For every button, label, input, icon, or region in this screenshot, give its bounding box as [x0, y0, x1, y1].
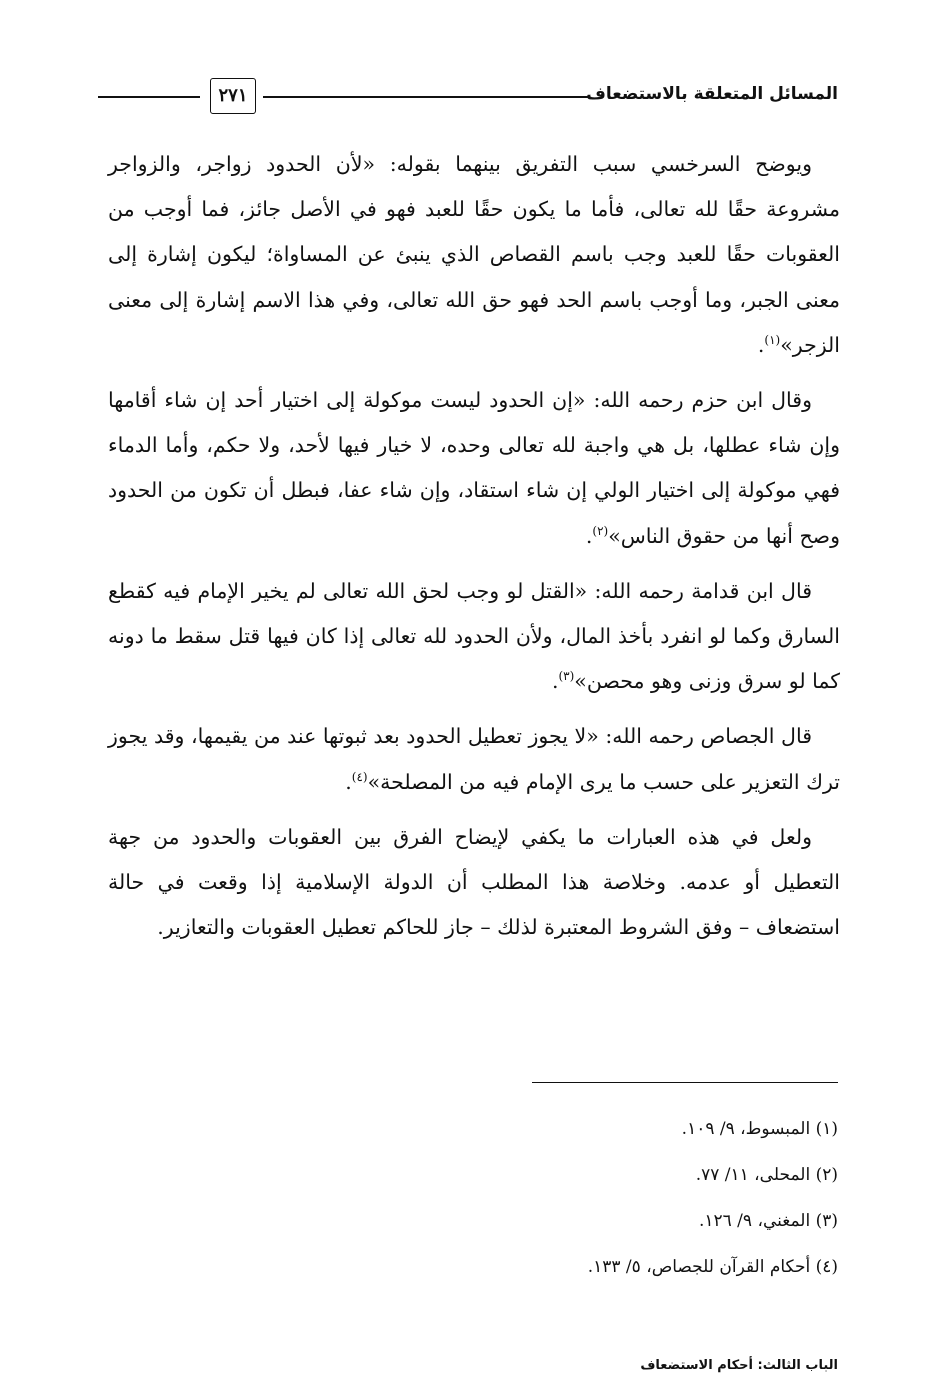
footnote: (٣) المغني، ٩/ ١٢٦. [698, 1211, 838, 1231]
page-header [98, 78, 838, 122]
footnote-ref: (١) [764, 332, 781, 347]
paragraph: قال ابن قدامة رحمه الله: «القتل لو وجب لحق الله تعالى لم يخير الإمام فيه كقطع السارق وكما لو انفرد بأخذ المال، ولأن الحدود لله تعالى إذا كان فيها قتل سقط ما دونه كما لو سرق وزنى وهو محصن»$^{(٣)}$. [108, 578, 840, 694]
paragraph-text: ويوضح السرخسي سبب التفريق بينهما بقوله: «لأن الحدود زواجر، والزواجر مشروعة حقًا لله تعالى، فأما ما يكون حقًا للعبد فهو في الأصل جائز، فما أوجب من العقوبات حقًا للعبد وجب باسم القصاص الذي ينبئ عن المساواة؛ ليكون إشارة إلى معنى الجبر، وما أوجب باسم الحد فهو حق الله تعالى، وفي هذا الاسم إشارة إلى معنى الزجر» [108, 152, 840, 357]
running-title: المسائل المتعلقة بالاستضعاف [586, 84, 838, 104]
paragraph: ويوضح السرخسي سبب التفريق بينهما بقوله: «لأن الحدود زواجر، والزواجر مشروعة حقًا لله تعالى، فأما ما يكون حقًا للعبد فهو في الأصل جائز، فما أوجب من العقوبات حقًا للعبد وجب باسم القصاص الذي ينبئ عن المساواة؛ ليكون إشارة إلى معنى الجبر، وما أوجب باسم الحد فهو حق الله تعالى، وفي هذا الاسم إشارة إلى معنى الزجر»$^{(١)}$. [108, 152, 840, 357]
paragraph [108, 815, 840, 951]
footnotes [278, 1106, 838, 1290]
footnote-ref: (٣) [558, 669, 575, 684]
footnote: (٤) أحكام القرآن للجصاص، ٥/ ١٣٣. [587, 1257, 838, 1277]
paragraph-text: وقال ابن حزم رحمه الله: «إن الحدود ليست موكولة إلى اختيار أحد إن شاء أقامها وإن شاء عطلها، بل هي واجبة لله تعالى وحده، لا خيار فيها لأحد، ولا حكم، وأما الدماء فهي موكولة إلى اختيار الولي إن شاء استقاد، وإن شاء عفا، فبطل أن تكون من الحدود وصح أنها من حقوق الناس» [108, 388, 840, 548]
paragraph: وقال ابن حزم رحمه الله: «إن الحدود ليست موكولة إلى اختيار أحد إن شاء أقامها وإن شاء عطلها، بل هي واجبة لله تعالى وحده، لا خيار فيها لأحد، ولا حكم، وأما الدماء فهي موكولة إلى اختيار الولي إن شاء استقاد، وإن شاء عفا، فبطل أن تكون من الحدود وصح أنها من حقوق الناس»$^{(٢)}$. [108, 388, 840, 548]
footnote: (١) المبسوط، ٩/ ١٠٩. [681, 1119, 838, 1139]
footnote-ref: (٢) [592, 523, 609, 538]
footnote: (٢) المحلى، ١١/ ٧٧. [695, 1165, 838, 1185]
header-rule [263, 96, 588, 98]
paragraph-text: ولعل في هذه العبارات ما يكفي لإيضاح الفرق بين العقوبات والحدود من جهة التعطيل أو عدمه. وخلاصة هذا المطلب أن الدولة الإسلامية إذا وقعت في حالة استضعاف – وفق الشروط المعتبرة لذلك – جاز للحاكم تعطيل العقوبات والتعازير. [108, 824, 840, 940]
running-footer: الباب الثالث: أحكام الاستضعاف [640, 1358, 838, 1373]
footnote-separator [532, 1082, 838, 1083]
footnote-ref: (٤) [351, 769, 368, 784]
paragraph: قال الجصاص رحمه الله: «لا يجوز تعطيل الحدود بعد ثبوتها عند من يقيمها، وقد يجوز ترك التعزير على حسب ما يرى الإمام فيه من المصلحة»$^{(٤)}$. [108, 724, 840, 794]
paragraph-text: قال ابن قدامة رحمه الله: «القتل لو وجب لحق الله تعالى لم يخير الإمام فيه كقطع السارق وكما لو انفرد بأخذ المال، ولأن الحدود لله تعالى إذا كان فيها قتل سقط ما دونه كما لو سرق وزنى وهو محصن» [108, 578, 840, 694]
page-number: ٢٧١ [210, 78, 256, 114]
header-rule-left [98, 96, 200, 98]
paragraph-text: قال الجصاص رحمه الله: «لا يجوز تعطيل الحدود بعد ثبوتها عند من يقيمها، وقد يجوز ترك التعزير على حسب ما يرى الإمام فيه من المصلحة» [108, 724, 840, 794]
body-text [108, 142, 840, 960]
